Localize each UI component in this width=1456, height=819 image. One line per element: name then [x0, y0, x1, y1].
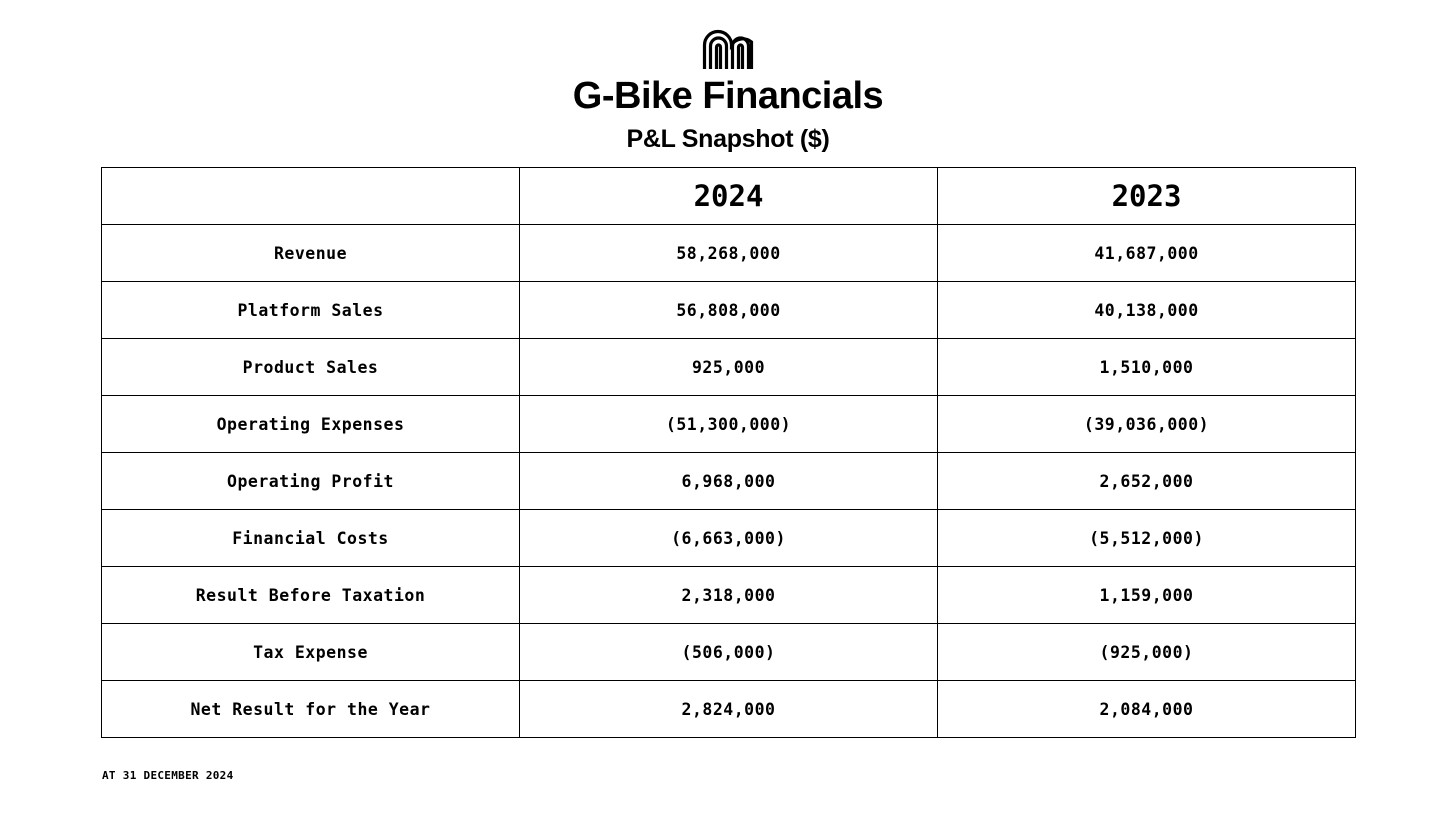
row-label: Financial Costs — [102, 510, 520, 567]
row-label: Operating Expenses — [102, 396, 520, 453]
value-2024: 6,968,000 — [520, 453, 938, 510]
row-label: Result Before Taxation — [102, 567, 520, 624]
table-row — [102, 510, 1356, 567]
value-2023: 40,138,000 — [938, 282, 1356, 339]
page-title: G-Bike Financials — [572, 75, 884, 117]
value-2023: 41,687,000 — [938, 225, 1356, 282]
page-subtitle: P&L Snapshot ($) — [626, 125, 830, 153]
row-label: Product Sales — [102, 339, 520, 396]
value-2023: (925,000) — [938, 624, 1356, 681]
value-2023: 2,084,000 — [938, 681, 1356, 738]
value-2023: (5,512,000) — [938, 510, 1356, 567]
table-header-row — [102, 168, 1356, 225]
table-row — [102, 567, 1356, 624]
row-label: Operating Profit — [102, 453, 520, 510]
value-2023: (39,036,000) — [938, 396, 1356, 453]
pl-table — [101, 167, 1356, 738]
header-cell-2023: 2023 — [938, 168, 1356, 225]
table-row — [102, 453, 1356, 510]
value-2023: 2,652,000 — [938, 453, 1356, 510]
table-row — [102, 339, 1356, 396]
row-label: Net Result for the Year — [102, 681, 520, 738]
table-row — [102, 225, 1356, 282]
footnote-date: AT 31 DECEMBER 2024 — [102, 769, 234, 782]
table-row — [102, 396, 1356, 453]
value-2024: 58,268,000 — [520, 225, 938, 282]
table-row — [102, 681, 1356, 738]
header-cell-2024: 2024 — [520, 168, 938, 225]
row-label: Revenue — [102, 225, 520, 282]
value-2024: 56,808,000 — [520, 282, 938, 339]
arch-logo-icon — [702, 29, 754, 69]
value-2023: 1,159,000 — [938, 567, 1356, 624]
value-2024: 2,824,000 — [520, 681, 938, 738]
value-2023: 1,510,000 — [938, 339, 1356, 396]
value-2024: 2,318,000 — [520, 567, 938, 624]
value-2024: (506,000) — [520, 624, 938, 681]
header-cell-label — [102, 168, 520, 225]
table-row — [102, 282, 1356, 339]
table-row — [102, 624, 1356, 681]
value-2024: (6,663,000) — [520, 510, 938, 567]
value-2024: 925,000 — [520, 339, 938, 396]
row-label: Tax Expense — [102, 624, 520, 681]
row-label: Platform Sales — [102, 282, 520, 339]
value-2024: (51,300,000) — [520, 396, 938, 453]
